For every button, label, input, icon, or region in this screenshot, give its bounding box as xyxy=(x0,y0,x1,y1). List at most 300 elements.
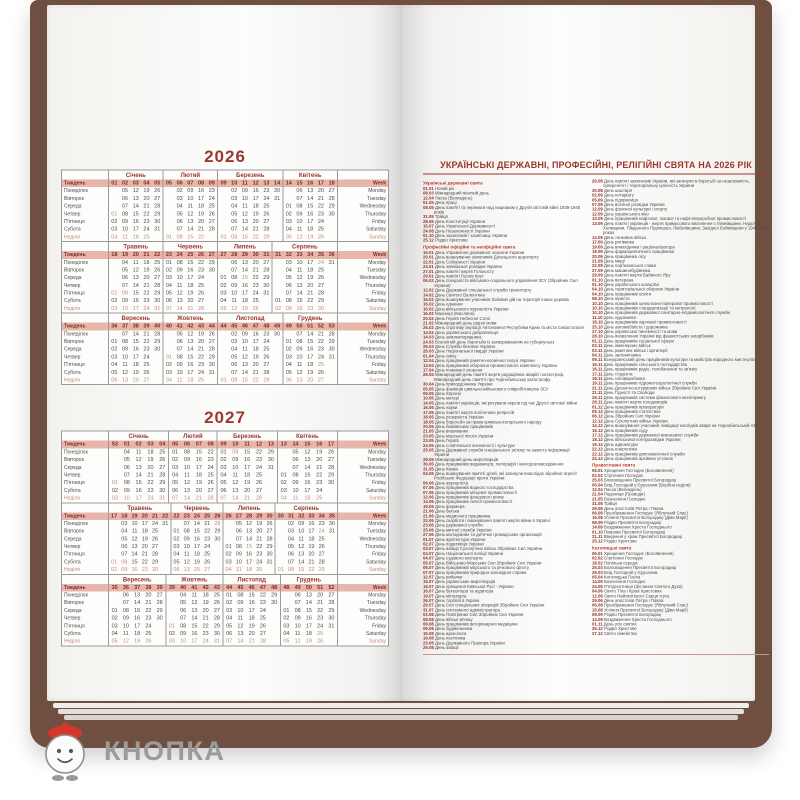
holiday-date: 19.12 xyxy=(592,441,603,447)
day-cell: 02 xyxy=(285,210,292,217)
week-number: 01 xyxy=(111,180,118,186)
day-cell: 25 xyxy=(143,233,150,240)
holiday-name: День Державної спеціальної служби транспорту xyxy=(433,287,532,293)
day-cell: 24 xyxy=(256,558,263,565)
weekday-label xyxy=(62,314,108,323)
holiday-date: 21.05 xyxy=(423,428,434,434)
day-row xyxy=(109,274,163,282)
day-cell: 08 xyxy=(296,203,303,210)
day-cell xyxy=(272,353,283,361)
holiday-name: День землевпорядника xyxy=(433,334,482,340)
holiday-date: 18.05 xyxy=(423,419,434,425)
day-cell: 11 xyxy=(294,630,301,637)
holiday-name: День пам'яті українців, які рятували євреїв під час Другої світової війни xyxy=(433,400,578,406)
day-cell xyxy=(212,543,222,551)
holiday-name: Преображення Господнє (Яблучний Спас) xyxy=(602,510,688,516)
week-number: 17 xyxy=(317,180,324,186)
day-row xyxy=(276,543,337,551)
day-cell xyxy=(109,520,119,528)
day-cell: 11 xyxy=(237,615,244,622)
holiday-name: День працівників харчової промисловості xyxy=(602,319,687,325)
holiday-name: День підприємця xyxy=(602,197,638,203)
day-cell xyxy=(212,558,222,566)
day-cell: 22 xyxy=(259,592,266,599)
day-cell: 31 xyxy=(328,353,335,360)
day-cell: 14 xyxy=(304,464,311,471)
day-cell: 27 xyxy=(255,487,263,494)
holiday-date: 01.10 xyxy=(592,281,603,287)
day-cell: 25 xyxy=(197,376,205,383)
weekday-label: Неділя xyxy=(64,638,80,645)
holiday-name: День українського добровольця xyxy=(433,329,499,335)
holiday-date: 21.09 xyxy=(592,258,603,264)
day-cell: 17 xyxy=(135,495,142,502)
day-row xyxy=(109,615,165,623)
weekday-label-en: Wednesday xyxy=(359,464,386,471)
day-cell: 22 xyxy=(317,203,324,210)
day-cell: 24 xyxy=(143,226,150,233)
weekday-label: Вівторок xyxy=(64,339,84,345)
holiday-name: День слов'янської писемності і культури xyxy=(433,442,515,448)
holiday-name: День української писемності та мови xyxy=(602,329,678,334)
week-number: 08 xyxy=(207,441,214,448)
day-cell: 07 xyxy=(231,266,238,273)
day-cell xyxy=(326,266,337,274)
day-cell: 22 xyxy=(317,607,324,614)
month-name: Грудень xyxy=(296,575,322,583)
day-cell: 30 xyxy=(208,361,215,368)
holiday-date: 17.04 xyxy=(423,367,434,373)
holiday-name: Свято Найсвятішого Серця Ісуса xyxy=(602,593,670,599)
weekday-label-en xyxy=(338,314,388,323)
day-row xyxy=(109,369,163,377)
holiday-date: 27.12 xyxy=(592,630,603,636)
day-cell xyxy=(264,566,274,574)
day-row xyxy=(109,259,163,267)
week-number: 03 xyxy=(132,180,139,186)
day-cell: 21 xyxy=(317,330,324,337)
day-cell: 13 xyxy=(241,361,248,368)
week-number: 21 xyxy=(143,251,150,258)
holiday-date: 01.04 xyxy=(423,353,434,359)
day-cell: 03 xyxy=(283,622,290,629)
holiday-name: День визволення України від фашистських загарбників xyxy=(602,333,714,339)
day-cell: 25 xyxy=(317,630,324,637)
month-name: Серпень xyxy=(292,243,318,251)
day-cell xyxy=(164,330,175,338)
holiday-date: 03.07 xyxy=(423,546,434,552)
holiday-name: Попільна середа xyxy=(602,560,638,566)
holiday-name: Різдво Христове xyxy=(602,626,637,632)
day-cell: 13 xyxy=(241,259,248,266)
day-cell xyxy=(265,487,277,495)
weekday-label-en: Saturday xyxy=(365,630,386,637)
day-cell xyxy=(152,369,163,377)
day-cell: 12 xyxy=(231,305,238,312)
day-cell: 09 xyxy=(122,615,129,622)
day-cell: 04 xyxy=(122,259,129,266)
day-cell: 07 xyxy=(235,535,242,542)
day-cell: 10 xyxy=(237,607,244,614)
month-name: Квітень xyxy=(296,432,319,440)
left-page-calendars xyxy=(61,147,389,647)
day-cell: 05 xyxy=(235,520,242,527)
holiday-name: День військ зв'язку xyxy=(433,616,473,622)
holiday-name: Успіння Пресвятої Богородиці (Діви Марії) xyxy=(602,515,688,521)
day-row xyxy=(218,195,282,203)
week-number: 33 xyxy=(308,512,315,519)
holiday-name: День Державного Прапора України xyxy=(433,640,505,646)
holiday-date: 09.08 xyxy=(423,626,434,632)
day-cell: 18 xyxy=(307,361,314,368)
day-row xyxy=(164,210,218,218)
holiday-name: День танкових військ xyxy=(602,234,646,240)
day-cell: 31 xyxy=(328,622,335,629)
day-cell: 06 xyxy=(176,338,183,345)
month-name: Лютий xyxy=(183,432,203,440)
weekday-label: Неділя xyxy=(64,377,80,383)
holiday-name: Трійця xyxy=(433,214,448,220)
day-row xyxy=(276,558,337,566)
holiday-name: День науки xyxy=(433,405,458,411)
weekday-label: П'ятниця xyxy=(64,362,85,368)
day-cell: 11 xyxy=(135,448,142,455)
month-name: Травень xyxy=(127,504,153,512)
day-cell: 08 xyxy=(292,471,299,478)
month-name: Серпень xyxy=(293,504,320,512)
day-cell: 18 xyxy=(141,528,148,535)
weekday-label-en: Tuesday xyxy=(367,528,386,535)
brand-name: КНОПКА xyxy=(104,735,226,766)
day-cell: 19 xyxy=(241,305,248,312)
week-number: 29 xyxy=(256,512,263,519)
day-cell: 08 xyxy=(287,566,295,573)
day-row xyxy=(278,456,337,464)
day-cell xyxy=(276,535,286,543)
day-row xyxy=(109,479,168,487)
day-cell xyxy=(272,226,283,234)
holiday-date: 18.12 xyxy=(592,437,603,443)
day-cell: 22 xyxy=(307,297,314,304)
day-cell: 23 xyxy=(318,520,325,527)
day-cell: 07 xyxy=(176,226,183,233)
week-number: 31 xyxy=(263,251,270,258)
day-cell: 08 xyxy=(231,376,238,383)
day-cell: 31 xyxy=(274,195,281,202)
holiday-name: День військового журналіста України xyxy=(433,306,509,312)
weekday-label-en: Week xyxy=(338,323,388,331)
day-cell: 26 xyxy=(208,330,215,337)
holiday-date: 02.09 xyxy=(592,192,603,198)
day-cell: 27 xyxy=(263,361,270,368)
day-cell: 04 xyxy=(285,266,292,273)
day-cell: 08 xyxy=(122,338,129,345)
day-cell: 18 xyxy=(307,226,314,233)
day-cell: 03 xyxy=(168,638,175,645)
week-number: 07 xyxy=(195,441,202,448)
week-number: 18 xyxy=(328,180,335,186)
day-cell: 17 xyxy=(132,305,139,312)
day-cell: 11 xyxy=(292,495,299,502)
holiday-name: Різдво Христове xyxy=(602,538,637,544)
day-row xyxy=(283,353,337,361)
week-number: 50 xyxy=(296,323,303,330)
weekday-label: Середа xyxy=(64,607,82,614)
day-cell xyxy=(109,551,119,559)
day-cell: 13 xyxy=(132,274,139,281)
holiday-name: День ветерана xyxy=(602,277,634,283)
day-cell: 16 xyxy=(252,330,259,337)
weekday-label-en: Thursday xyxy=(365,544,386,550)
day-cell: 28 xyxy=(214,520,221,527)
day-cell: 27 xyxy=(208,218,215,225)
day-cell: 04 xyxy=(121,528,128,535)
holiday-name: День рибалки xyxy=(433,574,463,580)
day-cell: 15 xyxy=(241,376,248,383)
day-cell: 15 xyxy=(191,622,198,629)
day-cell: 26 xyxy=(252,305,259,312)
day-cell: 10 xyxy=(183,543,190,550)
holiday-date: 23.08 xyxy=(423,640,434,646)
day-cell: 01 xyxy=(220,376,227,383)
day-cell xyxy=(218,361,229,369)
day-cell: 01 xyxy=(275,297,282,304)
holiday-date: 15.12 xyxy=(592,427,603,433)
day-cell: 15 xyxy=(307,338,314,345)
weekday-label: Субота xyxy=(64,487,81,494)
week-number: 37 xyxy=(122,323,129,330)
holiday-date: 24.05 xyxy=(592,583,603,589)
day-cell: 14 xyxy=(305,599,312,606)
holiday-name: День апостолів Петра і Павла xyxy=(602,597,664,603)
day-cell: 19 xyxy=(307,233,314,240)
holiday-date: 25.03 xyxy=(592,477,603,483)
bottom-rule xyxy=(423,654,769,655)
month-Серпень xyxy=(272,242,337,313)
holiday-name: День Європи xyxy=(433,391,461,397)
holiday-name: Благовіщення Пресвятої Богородиці xyxy=(602,477,677,483)
month-name: Листопад xyxy=(237,575,266,583)
day-cell xyxy=(278,456,290,464)
holiday-date: 15.08 xyxy=(592,607,603,613)
day-row xyxy=(218,233,282,241)
holiday-name: День фахівців цивільно-військового співробітництва ЗСУ xyxy=(433,386,549,392)
day-cell: 14 xyxy=(187,226,194,233)
day-cell: 02 xyxy=(280,479,287,486)
week-number-row xyxy=(109,441,168,449)
day-cell: 05 xyxy=(111,638,118,645)
day-cell: 26 xyxy=(317,274,325,281)
day-cell: 29 xyxy=(267,448,274,455)
holiday-name: День молодіжних та дитячих громадських організацій xyxy=(433,532,542,538)
calendar-years xyxy=(61,147,389,646)
holiday-name: День системного адміністратора xyxy=(433,607,500,613)
day-row xyxy=(281,615,337,623)
weekday-label: П'ятниця xyxy=(64,480,85,486)
holiday-date: 25.06 xyxy=(423,527,434,533)
week-number: 04 xyxy=(159,441,166,448)
weekday-label-en: Monday xyxy=(368,449,386,455)
week-number: 12 xyxy=(255,441,263,448)
holiday-date: 24.12 xyxy=(592,455,603,461)
holiday-item xyxy=(423,646,584,651)
weekday-label xyxy=(62,432,108,441)
day-cell: 26 xyxy=(143,369,150,376)
day-cell xyxy=(272,210,283,218)
holiday-name: День захисників і захисниць України xyxy=(433,233,508,239)
month-Травень xyxy=(108,242,163,313)
day-cell xyxy=(166,607,177,615)
day-cell: 27 xyxy=(213,607,220,614)
day-cell: 11 xyxy=(183,551,190,558)
holiday-date: 14.09 xyxy=(592,524,603,530)
week-number: 26 xyxy=(214,512,221,519)
holiday-date: 29.06 xyxy=(592,597,603,603)
day-row xyxy=(283,369,337,377)
day-cell xyxy=(109,592,120,600)
day-row xyxy=(169,448,216,456)
year-block-2026 xyxy=(61,147,389,385)
day-cell: 24 xyxy=(317,353,324,360)
day-cell: 11 xyxy=(296,266,303,273)
holiday-name: Різдво Пресвятої Богородиці xyxy=(602,612,662,618)
holiday-date: 07.07 xyxy=(423,569,434,575)
day-cell: 01 xyxy=(172,448,179,455)
day-cell: 18 xyxy=(187,376,194,383)
weekday-label-en: Tuesday xyxy=(367,457,386,463)
day-cell xyxy=(272,346,283,354)
day-row xyxy=(224,528,275,536)
day-cell xyxy=(326,297,337,305)
holiday-name: День хрещення Київської Русі - України xyxy=(433,583,514,589)
week-number: 27 xyxy=(208,251,215,258)
day-cell: 08 xyxy=(176,233,183,240)
day-cell: 28 xyxy=(154,203,161,210)
holiday-date: 24.05 xyxy=(423,442,434,448)
holiday-date: 05.05 xyxy=(423,386,434,392)
day-cell: 29 xyxy=(318,566,325,573)
day-cell: 11 xyxy=(176,376,183,383)
day-cell xyxy=(327,543,337,551)
day-cell: 19 xyxy=(132,369,139,376)
day-cell: 18 xyxy=(202,592,209,599)
day-cell: 23 xyxy=(147,487,154,494)
holiday-name: День спротиву окупації Автономної Республіки Крим та міста Севастополя xyxy=(433,325,584,331)
day-cell: 19 xyxy=(143,187,150,194)
day-cell xyxy=(265,479,277,487)
day-cell: 08 xyxy=(180,622,187,629)
holiday-name: Міжнародний день миротворців xyxy=(433,456,499,462)
day-cell xyxy=(212,551,222,559)
day-cell: 20 xyxy=(248,630,255,637)
day-row xyxy=(171,528,222,536)
day-cell: 03 xyxy=(173,543,180,550)
day-cell: 14 xyxy=(307,195,314,202)
day-cell: 14 xyxy=(183,495,191,502)
holiday-name: День Збройних Сил України xyxy=(602,413,660,419)
day-row xyxy=(224,622,280,630)
week-number: 43 xyxy=(213,584,220,591)
day-row xyxy=(218,305,272,313)
day-cell: 06 xyxy=(122,195,129,202)
day-cell: 06 xyxy=(231,361,238,368)
holiday-name: Різдво Пресвятої Богородиці xyxy=(602,519,662,525)
day-cell xyxy=(276,528,286,536)
month-name: Жовтень xyxy=(181,575,208,583)
holiday-date: 14.09 xyxy=(592,234,603,240)
holiday-date: 21.11 xyxy=(592,390,603,396)
week-number: 23 xyxy=(165,251,172,258)
month-Січень xyxy=(108,171,163,242)
day-cell: 23 xyxy=(141,566,148,573)
week-number: 32 xyxy=(285,251,292,258)
day-cell: 28 xyxy=(263,226,270,233)
day-cell: 29 xyxy=(328,203,335,210)
day-cell: 16 xyxy=(191,630,198,637)
day-cell: 28 xyxy=(154,330,161,337)
day-cell: 04 xyxy=(226,615,233,622)
holiday-date: 13.09 xyxy=(592,220,603,226)
week-number: 27 xyxy=(235,512,242,519)
day-row xyxy=(164,282,218,290)
week-number-row xyxy=(164,251,218,259)
week-number: 10 xyxy=(232,441,239,448)
day-cell xyxy=(265,471,277,479)
day-row xyxy=(218,290,272,298)
day-cell: 07 xyxy=(231,369,238,376)
holiday-name: День археолога xyxy=(433,630,467,636)
day-cell: 27 xyxy=(263,259,270,266)
holiday-name: День резервіста України xyxy=(433,414,484,420)
holiday-date: 14.12 xyxy=(592,423,603,429)
day-cell: 25 xyxy=(252,297,259,304)
holiday-name: День працівників суду xyxy=(602,427,648,433)
day-cell: 28 xyxy=(259,638,266,645)
holiday-name: Свято Тіла і Крові Христових xyxy=(602,588,662,594)
holiday-name: День вшанування пам'яті дітей, які загинули внаслідок збройної агресії Російської Федерації проти України xyxy=(433,470,577,481)
holiday-date: 01.10 xyxy=(592,277,603,283)
holiday-date: 31.05 xyxy=(592,501,603,507)
weekday-label-en: Monday xyxy=(368,520,386,527)
weekday-label: Вівторок xyxy=(64,600,84,606)
day-cell: 01 xyxy=(165,353,172,360)
weekday-label-en: Saturday xyxy=(365,369,386,376)
day-cell: 07 xyxy=(180,615,187,622)
day-cell: 06 xyxy=(172,487,179,494)
day-cell: 24 xyxy=(317,218,324,225)
week-number: 18 xyxy=(121,512,128,519)
day-cell: 20 xyxy=(317,592,324,599)
holiday-date: 19.08 xyxy=(423,635,434,641)
week-number: 53 xyxy=(328,323,335,330)
day-cell: 13 xyxy=(232,487,239,494)
holiday-date: 19.11 xyxy=(592,376,603,382)
day-cell xyxy=(152,361,163,369)
day-cell: 12 xyxy=(246,520,253,527)
day-cell xyxy=(218,195,229,203)
day-cell: 14 xyxy=(246,535,253,542)
day-cell xyxy=(152,376,163,384)
weekday-labels-uk xyxy=(62,171,108,242)
holiday-name: День Служби безпеки України xyxy=(433,344,495,349)
day-row xyxy=(164,338,218,346)
day-cell xyxy=(109,543,119,551)
day-cell: 02 xyxy=(287,520,295,527)
weekday-labels-en xyxy=(337,242,388,313)
holiday-date: 26.03 xyxy=(423,348,434,354)
day-cell: 31 xyxy=(154,226,161,233)
week-number: 35 xyxy=(328,512,335,519)
